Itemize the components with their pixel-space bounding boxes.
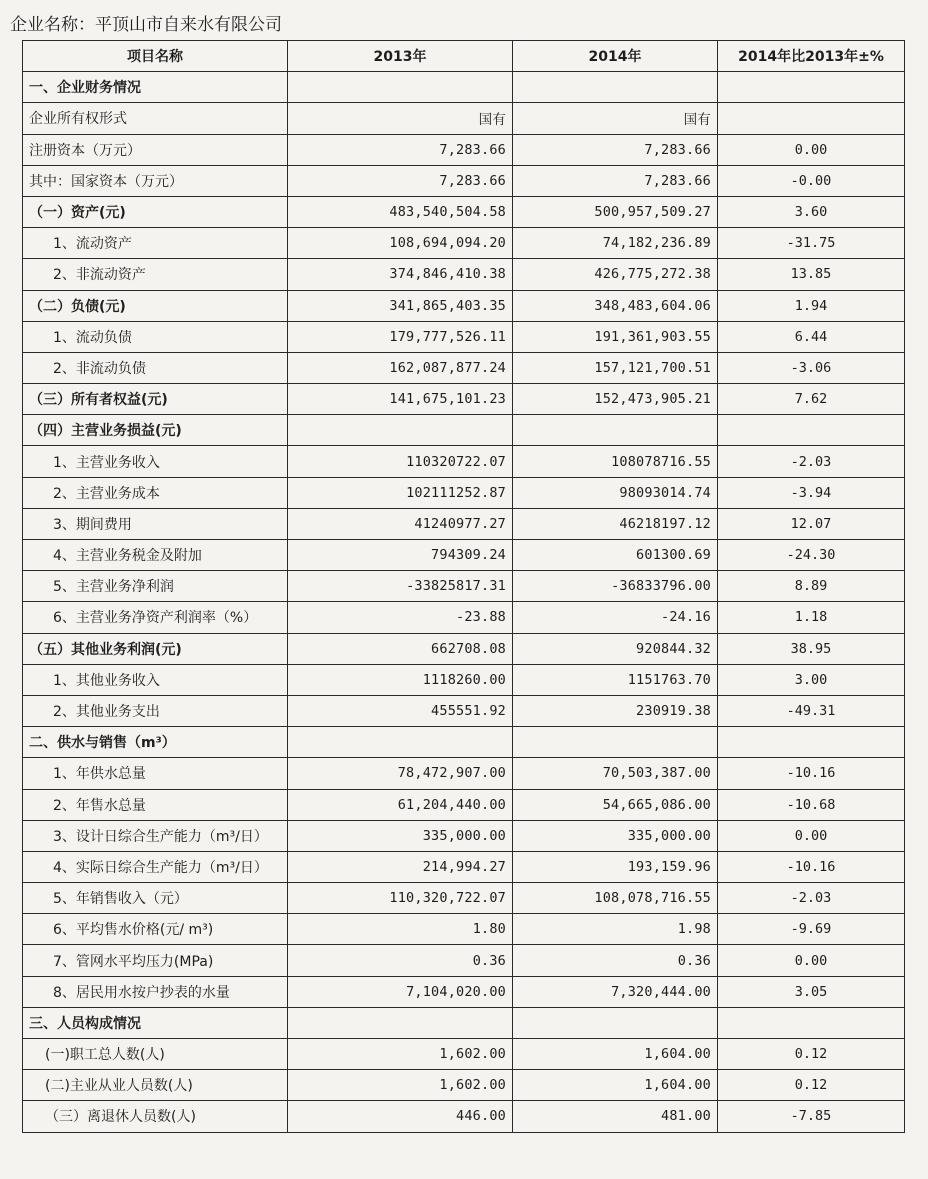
row-name-cell: 2、非流动负债	[23, 352, 288, 383]
table-row	[23, 851, 905, 882]
value-2013-cell: 446.00	[288, 1101, 513, 1132]
change-pct-cell: 0.00	[718, 134, 905, 165]
table-row	[23, 633, 905, 664]
table-row	[23, 727, 905, 758]
value-2014-cell: 0.36	[513, 945, 718, 976]
value-2014-cell: 98093014.74	[513, 477, 718, 508]
value-2014-cell: 348,483,604.06	[513, 290, 718, 321]
value-2013-cell: 1,602.00	[288, 1039, 513, 1070]
table-row	[23, 446, 905, 477]
value-2014-cell: 7,320,444.00	[513, 976, 718, 1007]
value-2014-cell: 426,775,272.38	[513, 259, 718, 290]
header-item-name: 项目名称	[23, 41, 288, 72]
row-name-cell: 1、流动资产	[23, 228, 288, 259]
value-2013-cell	[288, 727, 513, 758]
table-row	[23, 1101, 905, 1132]
change-pct-cell: 7.62	[718, 384, 905, 415]
table-row	[23, 1039, 905, 1070]
change-pct-cell: -31.75	[718, 228, 905, 259]
company-name: 企业名称：平顶山市自来水有限公司	[10, 15, 282, 35]
change-pct-cell: -9.69	[718, 914, 905, 945]
table-row	[23, 415, 905, 446]
table-row	[23, 477, 905, 508]
table-row	[23, 1007, 905, 1038]
value-2014-cell: 152,473,905.21	[513, 384, 718, 415]
row-name-cell: （四）主营业务损益(元)	[23, 415, 288, 446]
row-name-cell: (一)职工总人数(人)	[23, 1039, 288, 1070]
table-row	[23, 1070, 905, 1101]
row-name-cell: 3、设计日综合生产能力（m³/日）	[23, 820, 288, 851]
value-2014-cell	[513, 727, 718, 758]
change-pct-cell: -10.16	[718, 851, 905, 882]
value-2014-cell: 1,604.00	[513, 1070, 718, 1101]
value-2013-cell: 102111252.87	[288, 477, 513, 508]
value-2014-cell	[513, 72, 718, 103]
row-name-cell: 1、流动负债	[23, 321, 288, 352]
row-name-cell: 1、其他业务收入	[23, 664, 288, 695]
change-pct-cell: 0.00	[718, 945, 905, 976]
value-2014-cell: 108,078,716.55	[513, 883, 718, 914]
value-2013-cell: 1118260.00	[288, 664, 513, 695]
value-2013-cell	[288, 72, 513, 103]
value-2013-cell: 179,777,526.11	[288, 321, 513, 352]
table-row	[23, 508, 905, 539]
value-2014-cell: 108078716.55	[513, 446, 718, 477]
value-2013-cell: 0.36	[288, 945, 513, 976]
row-name-cell: (二)主业从业人员数(人)	[23, 1070, 288, 1101]
change-pct-cell: -2.03	[718, 883, 905, 914]
change-pct-cell	[718, 415, 905, 446]
change-pct-cell	[718, 72, 905, 103]
change-pct-cell: 0.00	[718, 820, 905, 851]
value-2013-cell	[288, 415, 513, 446]
enterprise-data-table	[22, 40, 905, 1133]
table-row	[23, 103, 905, 134]
value-2013-cell: 162,087,877.24	[288, 352, 513, 383]
table-row	[23, 571, 905, 602]
row-name-cell: 4、实际日综合生产能力（m³/日）	[23, 851, 288, 882]
change-pct-cell: 1.94	[718, 290, 905, 321]
value-2013-cell: 国有	[288, 103, 513, 134]
value-2014-cell	[513, 1007, 718, 1038]
value-2014-cell: 193,159.96	[513, 851, 718, 882]
change-pct-cell: 3.05	[718, 976, 905, 1007]
value-2013-cell: 141,675,101.23	[288, 384, 513, 415]
value-2013-cell: 1.80	[288, 914, 513, 945]
value-2013-cell: 78,472,907.00	[288, 758, 513, 789]
value-2014-cell: 500,957,509.27	[513, 196, 718, 227]
value-2013-cell: 7,283.66	[288, 165, 513, 196]
row-name-cell: 4、主营业务税金及附加	[23, 540, 288, 571]
value-2013-cell: 214,994.27	[288, 851, 513, 882]
change-pct-cell	[718, 103, 905, 134]
value-2014-cell: -36833796.00	[513, 571, 718, 602]
table-row	[23, 602, 905, 633]
value-2013-cell: 794309.24	[288, 540, 513, 571]
row-name-cell: 1、年供水总量	[23, 758, 288, 789]
change-pct-cell: -10.68	[718, 789, 905, 820]
value-2014-cell: 74,182,236.89	[513, 228, 718, 259]
change-pct-cell: 3.60	[718, 196, 905, 227]
row-name-cell: 7、管网水平均压力(MPa)	[23, 945, 288, 976]
value-2014-cell: 46218197.12	[513, 508, 718, 539]
value-2014-cell: 1,604.00	[513, 1039, 718, 1070]
row-name-cell: （二）负债(元)	[23, 290, 288, 321]
row-name-cell: 2、其他业务支出	[23, 695, 288, 726]
value-2013-cell: 7,283.66	[288, 134, 513, 165]
value-2014-cell: 157,121,700.51	[513, 352, 718, 383]
table-row	[23, 228, 905, 259]
table-row	[23, 72, 905, 103]
value-2013-cell: 61,204,440.00	[288, 789, 513, 820]
change-pct-cell: -2.03	[718, 446, 905, 477]
row-name-cell: 企业所有权形式	[23, 103, 288, 134]
row-name-cell: 注册资本（万元）	[23, 134, 288, 165]
row-name-cell: （五）其他业务利润(元)	[23, 633, 288, 664]
change-pct-cell: -10.16	[718, 758, 905, 789]
change-pct-cell: 13.85	[718, 259, 905, 290]
change-pct-cell: 1.18	[718, 602, 905, 633]
value-2013-cell: 1,602.00	[288, 1070, 513, 1101]
value-2014-cell: 601300.69	[513, 540, 718, 571]
value-2013-cell: 662708.08	[288, 633, 513, 664]
value-2014-cell	[513, 415, 718, 446]
table-header-row	[23, 41, 905, 72]
table-row	[23, 695, 905, 726]
change-pct-cell: 8.89	[718, 571, 905, 602]
change-pct-cell: -7.85	[718, 1101, 905, 1132]
table-row	[23, 664, 905, 695]
change-pct-cell: 12.07	[718, 508, 905, 539]
value-2014-cell: 国有	[513, 103, 718, 134]
change-pct-cell: -24.30	[718, 540, 905, 571]
change-pct-cell	[718, 1007, 905, 1038]
row-name-cell: 8、居民用水按户抄表的水量	[23, 976, 288, 1007]
value-2014-cell: 7,283.66	[513, 165, 718, 196]
header-2014: 2014年	[513, 41, 718, 72]
table-row	[23, 290, 905, 321]
row-name-cell: 三、人员构成情况	[23, 1007, 288, 1038]
change-pct-cell: 0.12	[718, 1039, 905, 1070]
row-name-cell: （三）离退休人员数(人)	[23, 1101, 288, 1132]
value-2013-cell: 374,846,410.38	[288, 259, 513, 290]
change-pct-cell: -0.00	[718, 165, 905, 196]
table-row	[23, 976, 905, 1007]
table-row	[23, 945, 905, 976]
row-name-cell: 二、供水与销售（m³）	[23, 727, 288, 758]
value-2014-cell: 481.00	[513, 1101, 718, 1132]
table-row	[23, 883, 905, 914]
row-name-cell: 2、非流动资产	[23, 259, 288, 290]
value-2014-cell: -24.16	[513, 602, 718, 633]
value-2013-cell: 110,320,722.07	[288, 883, 513, 914]
value-2013-cell: 455551.92	[288, 695, 513, 726]
value-2014-cell: 1.98	[513, 914, 718, 945]
value-2014-cell: 920844.32	[513, 633, 718, 664]
row-name-cell: 其中：国家资本（万元）	[23, 165, 288, 196]
table-row	[23, 196, 905, 227]
value-2014-cell: 335,000.00	[513, 820, 718, 851]
row-name-cell: 2、主营业务成本	[23, 477, 288, 508]
value-2014-cell: 54,665,086.00	[513, 789, 718, 820]
row-name-cell: 1、主营业务收入	[23, 446, 288, 477]
change-pct-cell: 6.44	[718, 321, 905, 352]
row-name-cell: 5、主营业务净利润	[23, 571, 288, 602]
change-pct-cell: -3.94	[718, 477, 905, 508]
table-row	[23, 134, 905, 165]
row-name-cell: （一）资产(元)	[23, 196, 288, 227]
change-pct-cell	[718, 727, 905, 758]
change-pct-cell: 0.12	[718, 1070, 905, 1101]
table-row	[23, 165, 905, 196]
header-2013: 2013年	[288, 41, 513, 72]
table-row	[23, 352, 905, 383]
value-2014-cell: 230919.38	[513, 695, 718, 726]
value-2013-cell: 108,694,094.20	[288, 228, 513, 259]
header-change-pct: 2014年比2013年±%	[718, 41, 905, 72]
row-name-cell: 2、年售水总量	[23, 789, 288, 820]
table-row	[23, 321, 905, 352]
row-name-cell: 5、年销售收入（元）	[23, 883, 288, 914]
value-2014-cell: 191,361,903.55	[513, 321, 718, 352]
value-2013-cell: 335,000.00	[288, 820, 513, 851]
row-name-cell: 6、平均售水价格(元/ m³)	[23, 914, 288, 945]
row-name-cell: （三）所有者权益(元)	[23, 384, 288, 415]
value-2014-cell: 1151763.70	[513, 664, 718, 695]
change-pct-cell: 38.95	[718, 633, 905, 664]
table-row	[23, 820, 905, 851]
table-row	[23, 914, 905, 945]
table-row	[23, 540, 905, 571]
table-row	[23, 789, 905, 820]
value-2013-cell: 7,104,020.00	[288, 976, 513, 1007]
value-2013-cell: -33825817.31	[288, 571, 513, 602]
value-2013-cell: 41240977.27	[288, 508, 513, 539]
value-2014-cell: 7,283.66	[513, 134, 718, 165]
table-row	[23, 758, 905, 789]
value-2013-cell: -23.88	[288, 602, 513, 633]
value-2013-cell: 341,865,403.35	[288, 290, 513, 321]
table-row	[23, 384, 905, 415]
table-body	[23, 72, 905, 1132]
value-2013-cell: 483,540,504.58	[288, 196, 513, 227]
table-row	[23, 259, 905, 290]
change-pct-cell: -49.31	[718, 695, 905, 726]
value-2013-cell: 110320722.07	[288, 446, 513, 477]
row-name-cell: 一、企业财务情况	[23, 72, 288, 103]
value-2014-cell: 70,503,387.00	[513, 758, 718, 789]
change-pct-cell: 3.00	[718, 664, 905, 695]
row-name-cell: 6、主营业务净资产利润率（%）	[23, 602, 288, 633]
value-2013-cell	[288, 1007, 513, 1038]
row-name-cell: 3、期间费用	[23, 508, 288, 539]
change-pct-cell: -3.06	[718, 352, 905, 383]
